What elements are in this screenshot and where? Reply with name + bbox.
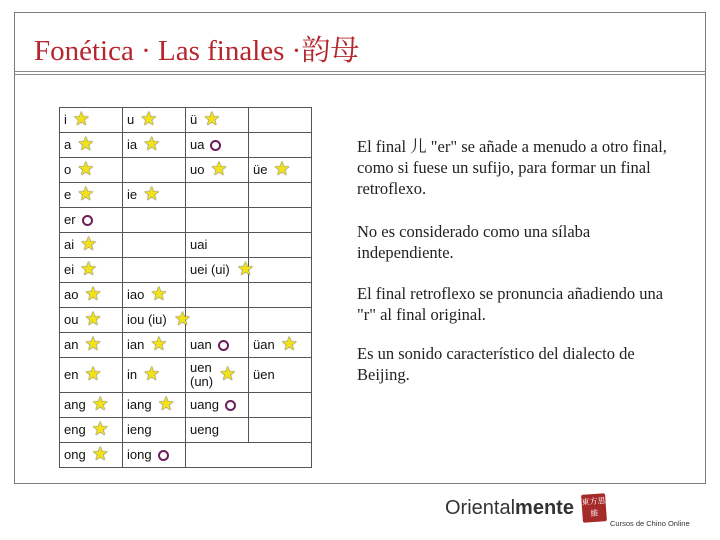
star-icon: ★: [143, 184, 161, 205]
final-label: iou (iu): [127, 312, 167, 328]
star-icon: ★: [157, 394, 175, 415]
table-cell: [186, 393, 249, 418]
table-cell: [60, 333, 123, 358]
table-cell: [249, 333, 312, 358]
seal-text: 東方思維: [581, 496, 606, 519]
table-cell: [249, 358, 312, 393]
slide-title: Fonética · Las finales ·韵母: [34, 35, 360, 67]
final-label: üe: [253, 162, 268, 177]
star-icon: ★: [280, 334, 298, 355]
final-label: u: [127, 112, 135, 127]
table-cell: [186, 158, 249, 183]
final-label: o: [64, 162, 72, 177]
table-cell: [123, 308, 191, 333]
final-label: uan: [190, 337, 212, 353]
final-label: en: [64, 367, 79, 382]
table-cell: [249, 283, 312, 308]
star-icon: ★: [140, 109, 158, 130]
table-cell: [249, 133, 312, 158]
final-label: uen (un): [190, 360, 214, 389]
star-icon: ★: [219, 364, 237, 385]
table-cell: [60, 183, 123, 208]
final-label: i: [64, 112, 67, 127]
circle-icon: [225, 400, 236, 411]
tagline: Cursos de Chino Online: [610, 519, 690, 528]
star-icon: ★: [84, 284, 102, 305]
final-label: ian: [127, 337, 145, 352]
final-label: üan: [253, 337, 275, 352]
table-cell: [249, 158, 312, 183]
table-cell: [186, 333, 249, 358]
table-cell: [60, 443, 123, 468]
star-icon: ★: [203, 109, 221, 130]
table-cell: [249, 108, 312, 133]
table-cell: [60, 308, 123, 333]
table-cell: [60, 358, 123, 393]
final-label: ao: [64, 287, 79, 302]
table-cell: [249, 233, 312, 258]
table-cell: [186, 358, 249, 393]
table-cell: [249, 393, 312, 418]
final-label: ü: [190, 112, 198, 127]
star-icon: ★: [150, 334, 168, 355]
table-cell: [60, 393, 123, 418]
star-icon: ★: [173, 309, 191, 330]
logo-text-light: Oriental: [445, 497, 516, 519]
star-icon: ★: [236, 259, 254, 280]
circle-icon: [82, 215, 93, 226]
table-row: [60, 333, 312, 358]
table-cell: [186, 283, 249, 308]
circle-icon: [218, 340, 229, 351]
table-cell: [60, 133, 123, 158]
table-cell: [186, 443, 312, 468]
table-cell: [123, 418, 186, 443]
star-icon: ★: [77, 184, 95, 205]
table-row: [60, 133, 312, 158]
final-label: eng: [64, 422, 86, 437]
table-row: [60, 158, 312, 183]
star-icon: ★: [72, 109, 90, 130]
table-cell: [123, 393, 186, 418]
star-icon: ★: [84, 364, 102, 385]
table-row: [60, 258, 312, 283]
final-label: ieng: [127, 422, 152, 438]
final-label: ua: [190, 137, 205, 153]
table-cell: [123, 183, 186, 208]
paragraph-3: El final retroflexo se pronuncia añadiendo una "r" al final original.: [357, 284, 664, 324]
table-row: [60, 208, 312, 233]
final-label: ai: [64, 237, 75, 252]
table-cell: [60, 158, 123, 183]
table-cell: [123, 133, 186, 158]
seal-icon: [581, 493, 607, 523]
final-label: in: [127, 367, 138, 382]
table-cell: [186, 233, 249, 258]
final-label: uang: [190, 397, 219, 413]
table-row: [60, 393, 312, 418]
star-icon: ★: [80, 259, 98, 280]
table-cell: [186, 183, 249, 208]
final-label: an: [64, 337, 79, 352]
star-icon: ★: [84, 334, 102, 355]
table-cell: [60, 208, 123, 233]
star-icon: ★: [77, 159, 95, 180]
table-cell: [186, 208, 249, 233]
table-cell: [123, 333, 186, 358]
star-icon: ★: [84, 309, 102, 330]
final-label: ong: [64, 447, 86, 462]
final-label: e: [64, 187, 72, 202]
table-cell: [249, 308, 312, 333]
final-label: uo: [190, 162, 205, 177]
final-label: ueng: [190, 422, 219, 438]
table-row: [60, 358, 312, 393]
table-cell: [60, 418, 123, 443]
table-row: [60, 183, 312, 208]
final-label: uei (ui): [190, 262, 230, 278]
final-label: ia: [127, 137, 138, 152]
table-cell: [123, 158, 186, 183]
final-label: ang: [64, 397, 86, 412]
star-icon: ★: [143, 134, 161, 155]
final-label: iong: [127, 447, 152, 463]
table-row: [60, 308, 312, 333]
final-label: ei: [64, 262, 75, 277]
final-label: iang: [127, 397, 152, 412]
table-cell: [249, 258, 312, 283]
table-cell: [60, 283, 123, 308]
table-cell: [249, 183, 312, 208]
star-icon: ★: [91, 419, 109, 440]
star-icon: ★: [210, 159, 228, 180]
table-cell: [123, 258, 186, 283]
table-cell: [186, 418, 249, 443]
star-icon: ★: [77, 134, 95, 155]
title-divider-top: [14, 71, 706, 72]
circle-icon: [158, 450, 169, 461]
circle-icon: [210, 140, 221, 151]
table-row: [60, 283, 312, 308]
orientalmente-logo: [445, 497, 574, 529]
table-cell: [60, 233, 123, 258]
finals-table: [59, 107, 312, 468]
final-label: iao: [127, 287, 145, 302]
table-cell: [123, 233, 186, 258]
table-cell: [123, 108, 186, 133]
star-icon: ★: [91, 444, 109, 465]
table-cell: [186, 258, 254, 283]
star-icon: ★: [143, 364, 161, 385]
table-cell: [123, 443, 186, 468]
table-cell: [249, 208, 312, 233]
star-icon: ★: [80, 234, 98, 255]
table-cell: [186, 308, 249, 333]
paragraph-4: Es un sonido característico del dialecto de Beijing.: [357, 344, 635, 384]
final-label: uai: [190, 237, 208, 253]
table-row: [60, 443, 312, 468]
table-cell: [123, 283, 186, 308]
star-icon: ★: [273, 159, 291, 180]
table-row: [60, 233, 312, 258]
table-cell: [249, 418, 312, 443]
table-row: [60, 108, 312, 133]
paragraph-1: El final 儿 "er" se añade a menudo a otro final, como si fuese un sufijo, para formar un final retroflexo.: [357, 137, 667, 198]
final-label: üen: [253, 367, 275, 383]
table-cell: [60, 108, 123, 133]
title-divider-bottom: [14, 74, 706, 75]
star-icon: ★: [91, 394, 109, 415]
star-icon: ★: [150, 284, 168, 305]
paragraph-2: No es considerado como una sílaba independiente.: [357, 222, 591, 262]
final-label: er: [64, 212, 76, 228]
final-label: ou: [64, 312, 79, 327]
table-cell: [186, 133, 249, 158]
final-label: a: [64, 137, 72, 152]
table-cell: [60, 258, 123, 283]
final-label: ie: [127, 187, 138, 202]
table-row: [60, 418, 312, 443]
table-cell: [186, 108, 249, 133]
table-cell: [123, 208, 186, 233]
logo-text-bold: mente: [515, 497, 574, 519]
table-cell: [123, 358, 186, 393]
